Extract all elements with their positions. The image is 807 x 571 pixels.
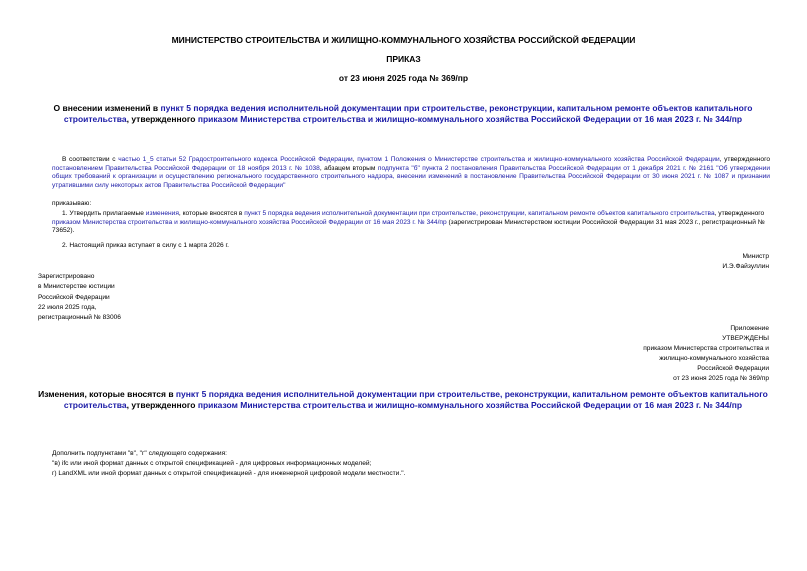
item1-text: , утвержденного xyxy=(714,210,765,217)
signatory-title: Министр xyxy=(742,253,769,260)
link-procedure-point5[interactable]: пункт 5 порядка ведения исполнительной документации при строительстве, реконструкции, капитальном ремонте объектов капитального строительства xyxy=(244,210,715,217)
item1-text: (зарегистрирован Министерством юстиции Российской Федерации 31 мая 2023 г., регистрационный № 73652). xyxy=(52,218,765,235)
registration-line: Зарегистрировано xyxy=(38,273,95,280)
changes-body xyxy=(52,449,405,479)
link-grad-code[interactable]: частью 1_5 статьи 52 Градостроительного кодекса Российской Федерации xyxy=(118,156,353,163)
signatory-name: И.Э.Файзуллин xyxy=(722,263,769,270)
appendix-line: УТВЕРЖДЕНЫ xyxy=(722,335,769,343)
appendix-line: Российской Федерации xyxy=(697,365,769,373)
body-line: г) LandXML или иной формат данных с открытой спецификацией - для инженерной цифровой модели местности.". xyxy=(52,470,406,477)
appendix-block xyxy=(643,324,769,385)
body-line: Дополнить подпунктами "в", "г" следующего содержания: xyxy=(52,450,228,457)
registration-block xyxy=(38,272,121,323)
title-text: , утвержденного xyxy=(126,114,198,124)
link-changes[interactable]: изменения xyxy=(145,210,179,217)
preamble-text: , абзацем вторым xyxy=(319,164,378,172)
appendix-line: приказом Министерства строительства и xyxy=(643,345,769,353)
preamble-text: , утвержденного xyxy=(719,156,771,163)
registration-line: регистрационный № 83006 xyxy=(38,314,121,322)
order-item-2: 2. Настоящий приказ вступает в силу с 1 марта 2026 г. xyxy=(62,242,229,249)
title-link-procedure[interactable]: пункт 5 порядка ведения исполнительной документации при строительстве, реконструкции, капитальном ремонте объектов капитального строительства xyxy=(63,103,753,124)
preamble-text: , xyxy=(352,156,358,163)
item1-text: , которые вносятся в xyxy=(178,210,245,217)
changes-title-text: , утвержденного xyxy=(126,400,198,410)
changes-title-text: Изменения, которые вносятся в xyxy=(38,389,176,399)
registration-line: Российской Федерации xyxy=(38,293,110,301)
document-type: ПРИКАЗ xyxy=(386,54,421,64)
title-link-order[interactable]: приказом Министерства строительства и жилищно-коммунального хозяйства Российской Федерации от 16 мая 2023 г. № 344/пр xyxy=(197,114,743,124)
link-ministry-regulation[interactable]: пунктом 1 Положения о Министерстве строительства и жилищно-коммунального хозяйства Российской Федерации xyxy=(357,156,720,163)
ministry-heading: МИНИСТЕРСТВО СТРОИТЕЛЬСТВА И ЖИЛИЩНО-КОММУНАЛЬНОГО ХОЗЯЙСТВА РОССИЙСКОЙ ФЕДЕРАЦИИ xyxy=(171,35,636,45)
registration-line: в Министерстве юстиции xyxy=(38,283,115,291)
appendix-line: жилищно-коммунального хозяйства xyxy=(659,355,769,363)
prikaz-word: приказываю: xyxy=(52,200,92,207)
link-resolution-2161[interactable]: подпункта "б" пункта 2 постановления Правительства Российской Федерации от 1 декабря 2021 г. № 2161 "Об утверждении общих требований к организации и осуществлению регионального государственного строительного надзора, внесении изменений в постановление Правительства Российской Федерации от 30 июня 2021 г. № 1087 и признании утратившими силу некоторых актов Правительства Российской Федерации" xyxy=(52,164,771,189)
appendix-line: от 23 июня 2025 года № 369/пр xyxy=(673,375,769,383)
preamble-paragraph xyxy=(52,156,770,190)
body-line: "в) ifc или иной формат данных с открытой спецификацией - для цифровых информационных моделей; xyxy=(52,460,372,467)
registration-line: 22 июля 2025 года, xyxy=(38,303,97,311)
link-order-344[interactable]: приказом Министерства строительства и жилищно-коммунального хозяйства Российской Федерации от 16 мая 2023 г. № 344/пр xyxy=(52,218,447,226)
preamble-text: В соответствии с xyxy=(62,156,119,163)
changes-link-procedure[interactable]: пункт 5 порядка ведения исполнительной документации при строительстве, реконструкции, капитальном ремонте объектов капитального строительства xyxy=(63,389,768,410)
order-item-1 xyxy=(52,210,770,236)
changes-title xyxy=(28,389,778,411)
document-date-number: от 23 июня 2025 года № 369/пр xyxy=(338,73,469,83)
item1-text: 1. Утвердить прилагаемые xyxy=(62,210,146,217)
document-title xyxy=(28,103,778,125)
link-resolution-1038[interactable]: постановлением Правительства Российской Федерации от 18 ноября 2013 г. № 1038 xyxy=(52,164,320,172)
title-text: О внесении изменений в xyxy=(53,103,161,113)
appendix-line: Приложение xyxy=(730,325,769,332)
changes-link-order[interactable]: приказом Министерства строительства и жилищно-коммунального хозяйства Российской Федерации от 16 мая 2023 г. № 344/пр xyxy=(197,400,743,410)
